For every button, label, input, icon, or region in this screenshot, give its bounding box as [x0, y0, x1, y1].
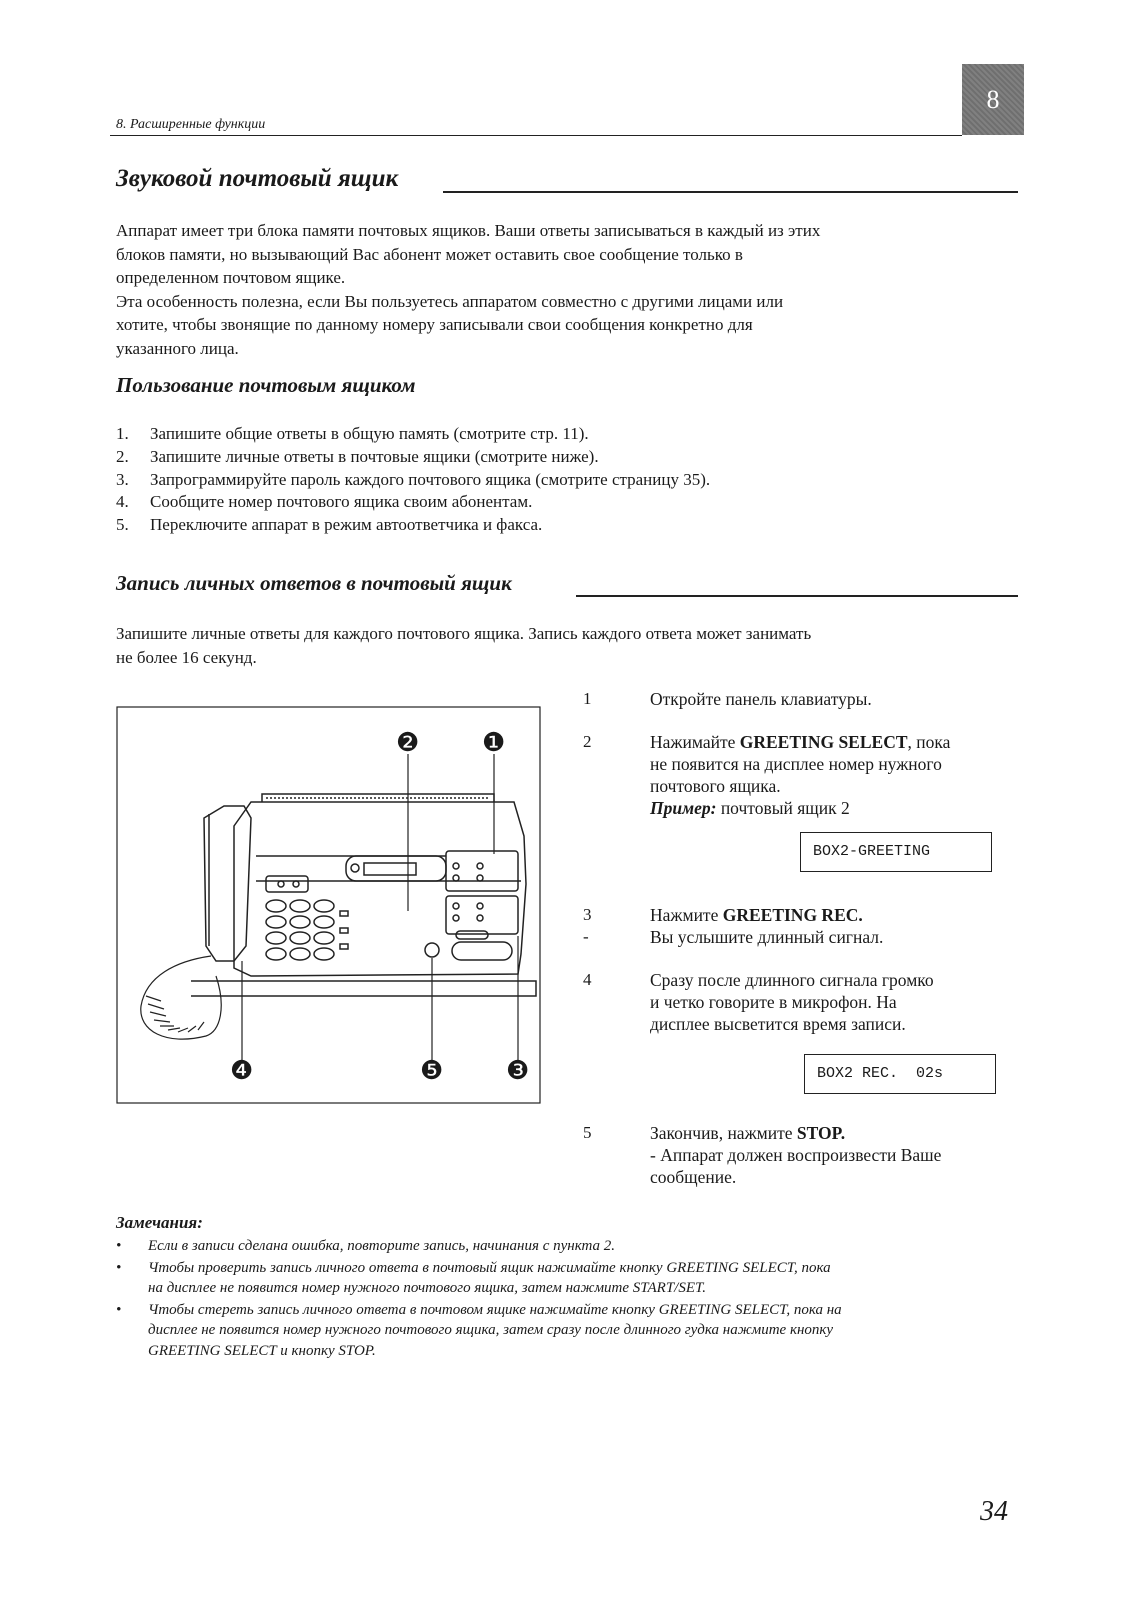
step-number: 5: [583, 1123, 592, 1142]
key-greeting-rec: GREETING REC.: [722, 905, 863, 925]
step-5: [583, 1122, 941, 1188]
callout-2: ❷: [396, 728, 420, 757]
note-line: Чтобы стереть запись личного ответа в почтовом ящике нажимайте кнопку GREETING SELECT, пока на: [148, 1301, 842, 1318]
notes-list: [116, 1236, 1016, 1362]
list-item-number: 4.: [116, 492, 129, 512]
step-1: [583, 688, 872, 710]
step-text: Закончив, нажмите: [650, 1123, 797, 1143]
callout-4: ❹: [230, 1056, 254, 1085]
list-item-number: 2.: [116, 446, 129, 466]
paragraph-line: Запишите личные ответы для каждого почтового ящика. Запись каждого ответа может занимать: [116, 624, 812, 643]
step-text: и четко говорите в микрофон. На: [650, 992, 897, 1012]
paragraph-line: хотите, чтобы звонящие по данному номеру записывали свои сообщения конкретно для: [116, 315, 753, 334]
fax-machine-illustration: [116, 706, 541, 1104]
key-stop: STOP.: [796, 1123, 846, 1143]
callout-1: ❶: [482, 728, 506, 757]
key-greeting-select: GREETING SELECT: [739, 732, 908, 752]
list-item-text: Запишите общие ответы в общую память (смотрите стр. 11).: [150, 424, 589, 443]
section-title-voice-mailbox: Звуковой почтовый ящик: [116, 165, 399, 192]
step-text: Нажимайте: [650, 732, 740, 752]
note-line: на дисплее не появится номер нужного почтового ящика, затем нажмите START/SET.: [148, 1280, 706, 1296]
step-number: 4: [583, 970, 592, 989]
step-dash: -: [583, 927, 589, 946]
note-item: [116, 1236, 1016, 1257]
step-4: [583, 969, 934, 1035]
paragraph-line: определенном почтовом ящике.: [116, 268, 346, 287]
step-text: не появится на дисплее номер нужного: [650, 754, 942, 774]
step-2: [583, 731, 950, 819]
note-item: [116, 1300, 1016, 1362]
title-rule: [576, 595, 1018, 597]
lcd-display-rec-time: BOX2 REC. 02s: [804, 1054, 996, 1094]
list-item-text: Переключите аппарат в режим автоответчика и факса.: [150, 515, 543, 535]
section-title-record-greetings: Запись личных ответов в почтовый ящик: [116, 571, 512, 595]
step-3: [583, 904, 883, 948]
step-text: сообщение.: [650, 1167, 737, 1187]
list-item-number: 3.: [116, 469, 129, 489]
list-item-text: Сообщите номер почтового ящика своим абонентам.: [150, 492, 533, 512]
numbered-list: [116, 423, 710, 537]
step-text: Откройте панель клавиатуры.: [650, 689, 872, 709]
step-number: 2: [583, 732, 592, 751]
notes-title: Замечания:: [116, 1213, 203, 1232]
list-item-number: 5.: [116, 515, 129, 535]
step-text: Сразу после длинного сигнала громко: [650, 970, 934, 990]
note-bullet: •: [116, 1301, 122, 1318]
note-item: [116, 1258, 1016, 1299]
note-line: дисплее не появится номер нужного почтового ящика, затем сразу после длинного гудка нажмите кнопку: [148, 1322, 834, 1338]
header-rule: [110, 135, 962, 136]
paragraph-line: не более 16 секунд.: [116, 647, 257, 667]
callout-3: ❸: [506, 1056, 530, 1085]
note-bullet: •: [116, 1259, 122, 1276]
note-bullet: •: [116, 1238, 122, 1254]
note-line: GREETING SELECT и кнопку STOP.: [148, 1342, 376, 1359]
breadcrumb: 8. Расширенные функции: [116, 117, 266, 132]
callout-5: ❺: [420, 1056, 444, 1085]
section1-paragraph: [116, 219, 820, 360]
step-text: дисплее высветится время записи.: [650, 1014, 906, 1034]
page-number: 34: [980, 1496, 1008, 1527]
step-number: 1: [583, 689, 592, 708]
list-item: [116, 469, 710, 492]
list-item-number: 1.: [116, 424, 129, 443]
list-item: [116, 514, 710, 537]
step-text: почтового ящика.: [650, 776, 781, 796]
step-text: - Аппарат должен воспроизвести Ваше: [650, 1145, 942, 1165]
chapter-tab: 8: [962, 64, 1024, 135]
step-number: 3: [583, 905, 592, 924]
lcd-display-greeting: BOX2-GREETING: [800, 832, 992, 872]
section-title-using-mailbox: Пользование почтовым ящиком: [116, 373, 416, 397]
title-rule: [443, 191, 1018, 193]
step-text: , пока: [907, 732, 951, 752]
list-item-text: Запишите личные ответы в почтовые ящики (смотрите ниже).: [150, 446, 599, 466]
list-item: [116, 423, 710, 446]
paragraph-line: блоков памяти, но вызывающий Вас абонент может оставить свое сообщение только в: [116, 244, 743, 264]
paragraph-line: Аппарат имеет три блока памяти почтовых ящиков. Ваши ответы записываться в каждый из этих: [116, 221, 821, 240]
example-label: Пример:: [650, 798, 717, 818]
section3-intro: [116, 622, 811, 669]
list-item: [116, 446, 710, 469]
list-item-text: Запрограммируйте пароль каждого почтового ящика (смотрите страницу 35).: [150, 469, 711, 489]
paragraph-line: указанного лица.: [116, 338, 239, 358]
step-text: Вы услышите длинный сигнал.: [650, 927, 884, 947]
note-line: Чтобы проверить запись личного ответа в почтовый ящик нажимайте кнопку GREETING SELECT, пока: [148, 1259, 831, 1276]
list-item: [116, 491, 710, 514]
example-text: почтовый ящик 2: [716, 798, 850, 818]
step-text: Нажмите: [650, 905, 723, 925]
fax-machine-drawing: [116, 706, 541, 1104]
paragraph-line: Эта особенность полезна, если Вы пользуетесь аппаратом совместно с другими лицами или: [116, 291, 784, 311]
note-line: Если в записи сделана ошибка, повторите запись, начинания с пункта 2.: [148, 1238, 616, 1254]
